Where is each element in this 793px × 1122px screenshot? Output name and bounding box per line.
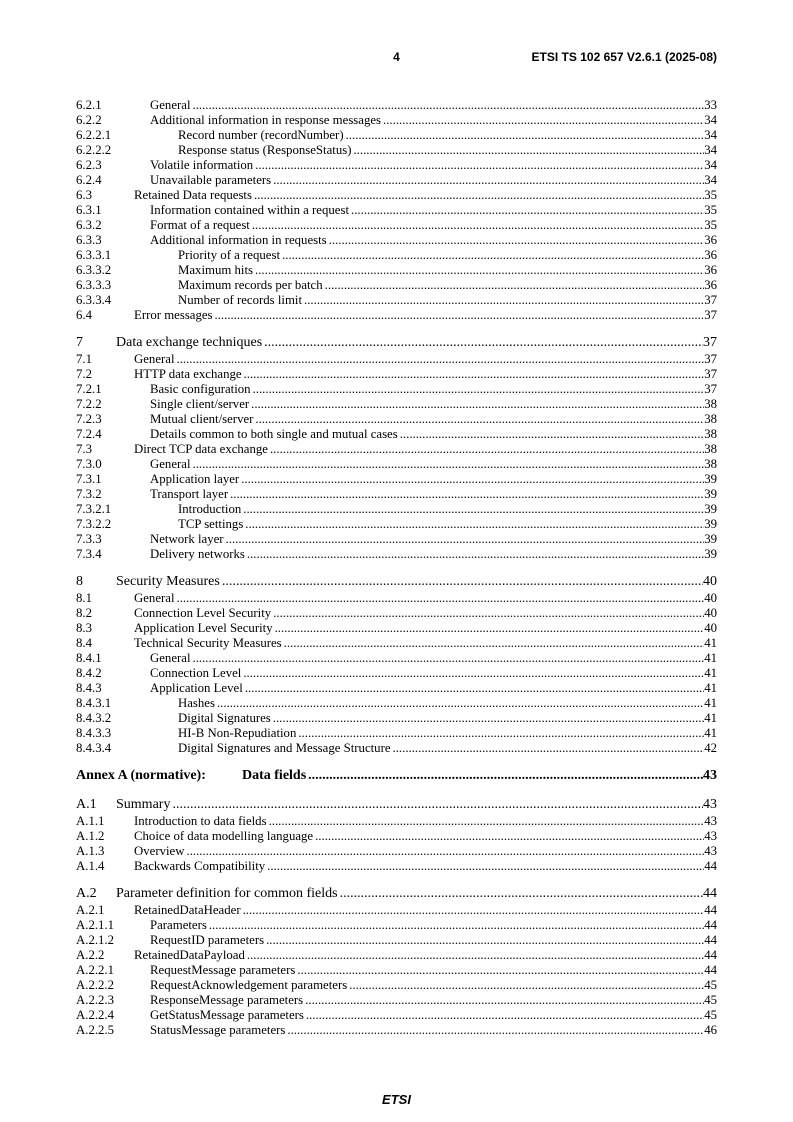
toc-entry-title: Retained Data requests (134, 188, 252, 202)
toc-entry-page: 43 (704, 829, 717, 843)
toc-entry-page: 34 (704, 158, 717, 172)
toc-entry[interactable] (76, 248, 717, 263)
toc-entry[interactable] (76, 1008, 717, 1023)
toc-entry-title: Volatile information (150, 158, 254, 172)
toc-entry-title: General (150, 98, 191, 112)
toc-entry-number: 7.3.3 (76, 532, 102, 546)
toc-entry-title: HI-B Non-Repudiation (178, 726, 297, 740)
toc-entry-number: 6.3.3 (76, 233, 102, 247)
toc-entry-title: StatusMessage parameters (150, 1023, 286, 1037)
toc-dot-leader (230, 487, 704, 502)
toc-entry-number: 8.1 (76, 591, 92, 605)
toc-dot-leader (245, 517, 704, 532)
toc-dot-leader (243, 903, 705, 918)
toc-entry[interactable] (76, 795, 717, 814)
toc-dot-leader (329, 233, 705, 248)
toc-entry[interactable] (76, 113, 717, 128)
toc-entry-title: Additional information in response messages (150, 113, 382, 127)
toc-entry[interactable] (76, 547, 717, 562)
toc-dot-leader (284, 636, 705, 651)
toc-entry-title: Maximum records per batch (178, 278, 323, 292)
toc-entry-title: Details common to both single and mutual cases (150, 427, 398, 441)
toc-entry-page: 43 (704, 814, 717, 828)
toc-entry-page: 42 (704, 741, 717, 755)
toc-entry-page: 37 (704, 367, 717, 381)
toc-entry-title: Application Level (150, 681, 243, 695)
toc-entry-page: 40 (704, 591, 717, 605)
toc-entry-number: 7.2.2 (76, 397, 102, 411)
toc-entry-page: 45 (704, 978, 717, 992)
toc-entry-title: Connection Level (150, 666, 242, 680)
toc-entry[interactable] (76, 502, 717, 517)
toc-entry[interactable] (76, 293, 717, 308)
toc-entry[interactable] (76, 233, 717, 248)
toc-entry-title: Introduction to data fields (134, 814, 267, 828)
toc-entry[interactable] (76, 308, 717, 323)
toc-entry[interactable] (76, 993, 717, 1008)
toc-entry-title: Data exchange techniques (116, 335, 263, 350)
toc-entry-page: 44 (704, 963, 717, 977)
toc-entry-page: 37 (704, 382, 717, 396)
toc-entry-number: A.2.2.2 (76, 978, 115, 992)
toc-dot-leader (186, 844, 704, 859)
toc-entry[interactable] (76, 681, 717, 696)
toc-dot-leader (315, 829, 704, 844)
toc-entry-number: 6.2.2 (76, 113, 102, 127)
toc-entry-title: Direct TCP data exchange (134, 442, 268, 456)
toc-entry-number: A.2.1.2 (76, 933, 115, 947)
toc-entry-title: RequestMessage parameters (150, 963, 296, 977)
toc-entry-number: 7.1 (76, 352, 92, 366)
toc-entry-number: A.2.2.4 (76, 1008, 115, 1022)
page-header (76, 50, 717, 66)
toc-entry[interactable] (76, 726, 717, 741)
toc-entry-page: 43 (703, 768, 717, 783)
toc-entry-number: A.1.2 (76, 829, 105, 843)
toc-entry-number: A.2.2.1 (76, 963, 115, 977)
toc-entry-page: 35 (704, 218, 717, 232)
toc-entry[interactable] (76, 963, 717, 978)
toc-entry-number: 6.2.3 (76, 158, 102, 172)
toc-entry-title: Technical Security Measures (134, 636, 282, 650)
toc-entry-page: 34 (704, 173, 717, 187)
toc-entry-number: 8.4.3.4 (76, 741, 112, 755)
toc-entry-page: 35 (704, 203, 717, 217)
toc-dot-leader (253, 382, 705, 397)
toc-entry[interactable] (76, 859, 717, 874)
toc-entry-title: Digital Signatures and Message Structure (178, 741, 391, 755)
toc-entry-title: Overview (134, 844, 185, 858)
toc-entry[interactable] (76, 844, 717, 859)
toc-dot-leader (172, 795, 703, 814)
toc-entry-number: A.1.4 (76, 859, 105, 873)
toc-entry-page: 45 (704, 1008, 717, 1022)
toc-entry[interactable] (76, 143, 717, 158)
toc-entry-title: Connection Level Security (134, 606, 272, 620)
toc-entry-title: Transport layer (150, 487, 229, 501)
toc-entry-title: Error messages (134, 308, 213, 322)
toc-entry[interactable] (76, 933, 717, 948)
toc-entry[interactable] (76, 442, 717, 457)
toc-entry-title: RetainedDataHeader (134, 903, 241, 917)
toc-entry-page: 37 (704, 308, 717, 322)
toc-entry[interactable] (76, 741, 717, 756)
toc-entry-title: GetStatusMessage parameters (150, 1008, 304, 1022)
toc-dot-leader (308, 766, 703, 785)
toc-dot-leader (217, 696, 704, 711)
toc-entry[interactable] (76, 651, 717, 666)
toc-entry-title: Basic configuration (150, 382, 251, 396)
toc-entry-number: 8.4 (76, 636, 92, 650)
toc-entry-page: 41 (704, 666, 717, 680)
toc-entry-title: Application layer (150, 472, 240, 486)
toc-entry-title: Choice of data modelling language (134, 829, 314, 843)
toc-entry-page: 46 (704, 1023, 717, 1037)
toc-entry-page: 37 (704, 352, 717, 366)
toc-entry-title: General (134, 591, 175, 605)
toc-entry-title: Information contained within a request (150, 203, 350, 217)
toc-entry-page: 38 (704, 427, 717, 441)
toc-dot-leader (340, 884, 703, 903)
toc-entry[interactable] (76, 188, 717, 203)
toc-entry[interactable] (76, 412, 717, 427)
toc-dot-leader (297, 963, 704, 978)
toc-entry-title: Number of records limit (178, 293, 303, 307)
toc-entry-page: 40 (703, 574, 717, 589)
toc-entry[interactable] (76, 352, 717, 367)
toc-dot-leader (298, 726, 704, 741)
toc-entry-number: 6.3.3.3 (76, 278, 112, 292)
toc-dot-leader (349, 978, 704, 993)
toc-entry-number: 7 (76, 335, 83, 350)
toc-entry-page: 36 (704, 263, 717, 277)
toc-entry-title: RetainedDataPayload (134, 948, 245, 962)
toc-entry[interactable] (76, 814, 717, 829)
toc-entry[interactable] (76, 696, 717, 711)
toc-entry[interactable] (76, 918, 717, 933)
toc-entry-title: Single client/server (150, 397, 250, 411)
toc-entry[interactable] (76, 218, 717, 233)
toc-dot-leader (243, 502, 704, 517)
toc-dot-leader (247, 948, 704, 963)
toc-entry[interactable] (76, 517, 717, 532)
toc-dot-leader (267, 859, 704, 874)
toc-entry-page: 37 (703, 335, 717, 350)
toc-entry-number: A.1.3 (76, 844, 105, 858)
toc-entry-number: 8.4.3.3 (76, 726, 112, 740)
toc-entry-title: Backwards Compatibility (134, 859, 266, 873)
toc-entry-page: 33 (704, 98, 717, 112)
toc-entry-number: 7.3.2.2 (76, 517, 112, 531)
toc-dot-leader (305, 993, 704, 1008)
toc-dot-leader (193, 98, 705, 113)
toc-dot-leader (222, 572, 703, 591)
toc-entry-title: Network layer (150, 532, 224, 546)
toc-dot-leader (226, 532, 705, 547)
toc-entry[interactable] (76, 591, 717, 606)
toc-entry-number: 6.2.1 (76, 98, 102, 112)
toc-entry-page: 39 (704, 502, 717, 516)
toc-entry-page: 40 (704, 606, 717, 620)
toc-entry-number: 7.2.3 (76, 412, 102, 426)
toc-dot-leader (346, 128, 705, 143)
toc-entry-title: Additional information in requests (150, 233, 327, 247)
toc-entry-number: 8.4.1 (76, 651, 102, 665)
toc-entry-title: Introduction (178, 502, 242, 516)
toc-entry-title: Parameters (150, 918, 207, 932)
toc-entry-page: 44 (704, 859, 717, 873)
header-doc-reference: ETSI TS 102 657 V2.6.1 (2025-08) (531, 50, 717, 64)
toc-dot-leader (325, 278, 705, 293)
toc-entry-number: 8.4.3.1 (76, 696, 112, 710)
toc-entry-page: 38 (704, 442, 717, 456)
toc-entry[interactable] (76, 427, 717, 442)
toc-entry-number: A.2.2.3 (76, 993, 115, 1007)
toc-dot-leader (244, 367, 705, 382)
toc-entry-page: 43 (704, 844, 717, 858)
toc-dot-leader (351, 203, 704, 218)
toc-entry-page: 41 (704, 636, 717, 650)
toc-entry-number: 6.4 (76, 308, 92, 322)
toc-dot-leader (209, 918, 704, 933)
toc-dot-leader (243, 666, 704, 681)
toc-entry-number: A.2.2 (76, 948, 105, 962)
toc-entry-page: 35 (704, 188, 717, 202)
toc-entry[interactable] (76, 98, 717, 113)
toc-dot-leader (264, 333, 703, 352)
toc-dot-leader (400, 427, 704, 442)
toc-dot-leader (193, 457, 705, 472)
toc-entry-page: 34 (704, 113, 717, 127)
toc-entry-page: 44 (704, 918, 717, 932)
footer-etsi-label: ETSI (382, 1092, 411, 1107)
toc-entry-number: 6.3.3.1 (76, 248, 112, 262)
toc-entry[interactable] (76, 278, 717, 293)
toc-entry-page: 34 (704, 143, 717, 157)
toc-entry-number: 8.3 (76, 621, 92, 635)
toc-entry-page: 41 (704, 726, 717, 740)
toc-dot-leader (353, 143, 704, 158)
toc-entry-number: 8 (76, 574, 83, 589)
toc-entry-page: 44 (703, 886, 717, 901)
toc-entry-title: TCP settings (178, 517, 244, 531)
toc-entry-page: 39 (704, 487, 717, 501)
toc-dot-leader (255, 263, 704, 278)
toc-entry-number: 8.2 (76, 606, 92, 620)
toc-dot-leader (255, 412, 704, 427)
toc-dot-leader (215, 308, 705, 323)
toc-entry-page: 38 (704, 412, 717, 426)
toc-dot-leader (193, 651, 705, 666)
toc-entry-page: 39 (704, 472, 717, 486)
toc-entry-title: HTTP data exchange (134, 367, 242, 381)
toc-entry-title: Application Level Security (134, 621, 273, 635)
toc-entry[interactable] (76, 487, 717, 502)
toc-entry-number: 7.3.1 (76, 472, 102, 486)
toc-entry-page: 37 (704, 293, 717, 307)
toc-entry-page: 41 (704, 651, 717, 665)
toc-entry-number: 7.3 (76, 442, 92, 456)
toc-entry-number: 7.3.2.1 (76, 502, 112, 516)
toc-dot-leader (177, 591, 705, 606)
toc-entry[interactable] (76, 263, 717, 278)
toc-entry-page: 36 (704, 278, 717, 292)
toc-dot-leader (273, 711, 704, 726)
toc-entry-number: A.2.2.5 (76, 1023, 115, 1037)
toc-dot-leader (273, 173, 704, 188)
toc-list (76, 98, 717, 1038)
page-content (76, 50, 717, 1038)
toc-entry-number: 6.3.3.4 (76, 293, 112, 307)
toc-entry-page: 39 (704, 517, 717, 531)
page-footer (0, 1092, 793, 1107)
toc-entry-number: 8.4.3.2 (76, 711, 112, 725)
toc-entry-number: 7.3.4 (76, 547, 102, 561)
toc-entry[interactable] (76, 829, 717, 844)
toc-entry-number: 8.4.3 (76, 681, 102, 695)
toc-entry-page: 38 (704, 457, 717, 471)
toc-entry-number: 6.3.3.2 (76, 263, 112, 277)
toc-entry[interactable] (76, 532, 717, 547)
toc-entry-page: 41 (704, 711, 717, 725)
toc-entry-number: A.2.1.1 (76, 918, 115, 932)
toc-entry-title: Summary (116, 797, 171, 812)
toc-entry-number: 7.3.2 (76, 487, 102, 501)
toc-entry-title: Response status (ResponseStatus) (178, 143, 352, 157)
toc-dot-leader (383, 113, 704, 128)
toc-dot-leader (252, 218, 704, 233)
toc-entry-number: 7.2.4 (76, 427, 102, 441)
toc-entry[interactable] (76, 128, 717, 143)
toc-entry-page: 41 (704, 681, 717, 695)
toc-entry-title: Maximum hits (178, 263, 254, 277)
toc-dot-leader (282, 248, 704, 263)
toc-entry[interactable] (76, 711, 717, 726)
toc-entry-number: A.1.1 (76, 814, 105, 828)
toc-dot-leader (266, 933, 704, 948)
toc-entry-number: A.1 (76, 797, 97, 812)
toc-entry-number: 6.3.1 (76, 203, 102, 217)
toc-entry-title: Security Measures (116, 574, 220, 589)
toc-dot-leader (270, 442, 704, 457)
toc-entry[interactable] (76, 173, 717, 188)
toc-entry-title: General (150, 457, 191, 471)
toc-entry-number: 6.2.2.2 (76, 143, 112, 157)
toc-entry-page: 36 (704, 248, 717, 262)
toc-entry-number: A.2.1 (76, 903, 105, 917)
toc-dot-leader (254, 188, 704, 203)
toc-entry-page: 41 (704, 696, 717, 710)
toc-entry-title: Data fields (242, 768, 307, 783)
toc-entry-title: Digital Signatures (178, 711, 271, 725)
toc-entry[interactable] (76, 158, 717, 173)
toc-entry-number: 7.3.0 (76, 457, 102, 471)
toc-entry-page: 39 (704, 547, 717, 561)
toc-entry[interactable] (76, 978, 717, 993)
toc-dot-leader (306, 1008, 704, 1023)
toc-entry[interactable] (76, 621, 717, 636)
toc-entry[interactable] (76, 457, 717, 472)
toc-dot-leader (247, 547, 704, 562)
toc-entry-title: Mutual client/server (150, 412, 254, 426)
toc-entry-page: 34 (704, 128, 717, 142)
toc-entry-title: Delivery networks (150, 547, 245, 561)
toc-entry-title: Unavailable parameters (150, 173, 272, 187)
toc-dot-leader (273, 606, 704, 621)
toc-entry[interactable] (76, 382, 717, 397)
toc-dot-leader (287, 1023, 704, 1038)
toc-entry[interactable] (76, 666, 717, 681)
toc-entry-page: 44 (704, 933, 717, 947)
toc-entry-number: 6.2.2.1 (76, 128, 112, 142)
toc-entry-page: 43 (703, 797, 717, 812)
toc-dot-leader (251, 397, 704, 412)
toc-entry[interactable] (76, 948, 717, 963)
toc-entry-page: 45 (704, 993, 717, 1007)
toc-entry-number: 6.2.4 (76, 173, 102, 187)
toc-entry-page: 44 (704, 948, 717, 962)
toc-dot-leader (241, 472, 704, 487)
toc-entry[interactable] (76, 606, 717, 621)
toc-entry-title: RequestAcknowledgement parameters (150, 978, 348, 992)
toc-dot-leader (393, 741, 705, 756)
toc-entry[interactable] (76, 766, 717, 785)
toc-entry-number: 7.2.1 (76, 382, 102, 396)
toc-entry-page: 40 (704, 621, 717, 635)
toc-entry[interactable] (76, 1023, 717, 1038)
toc-dot-leader (245, 681, 704, 696)
toc-entry[interactable] (76, 397, 717, 412)
toc-entry[interactable] (76, 472, 717, 487)
toc-entry-title: ResponseMessage parameters (150, 993, 304, 1007)
toc-entry-number: 7.2 (76, 367, 92, 381)
toc-entry-number: Annex A (normative): (76, 768, 206, 783)
toc-entry-number: 6.3.2 (76, 218, 102, 232)
toc-entry[interactable] (76, 572, 717, 591)
toc-entry-number: A.2 (76, 886, 97, 901)
toc-dot-leader (275, 621, 705, 636)
toc-entry-title: Priority of a request (178, 248, 280, 262)
toc-entry-title: Hashes (178, 696, 215, 710)
toc-entry[interactable] (76, 636, 717, 651)
header-page-number: 4 (393, 50, 400, 64)
toc-entry-number: 8.4.2 (76, 666, 102, 680)
toc-entry[interactable] (76, 884, 717, 903)
toc-entry-title: Parameter definition for common fields (116, 886, 338, 901)
toc-dot-leader (255, 158, 704, 173)
toc-entry-page: 44 (704, 903, 717, 917)
toc-entry-page: 36 (704, 233, 717, 247)
toc-entry-number: 6.3 (76, 188, 92, 202)
toc-entry-title: General (134, 352, 175, 366)
toc-entry[interactable] (76, 333, 717, 352)
toc-entry[interactable] (76, 367, 717, 382)
toc-dot-leader (177, 352, 705, 367)
toc-entry-title: Format of a request (150, 218, 250, 232)
toc-dot-leader (304, 293, 704, 308)
toc-entry-title: RequestID parameters (150, 933, 265, 947)
toc-entry-title: General (150, 651, 191, 665)
toc-entry[interactable] (76, 203, 717, 218)
toc-entry-title: Record number (recordNumber) (178, 128, 344, 142)
toc-dot-leader (269, 814, 705, 829)
toc-entry-page: 38 (704, 397, 717, 411)
toc-entry[interactable] (76, 903, 717, 918)
toc-entry-page: 39 (704, 532, 717, 546)
